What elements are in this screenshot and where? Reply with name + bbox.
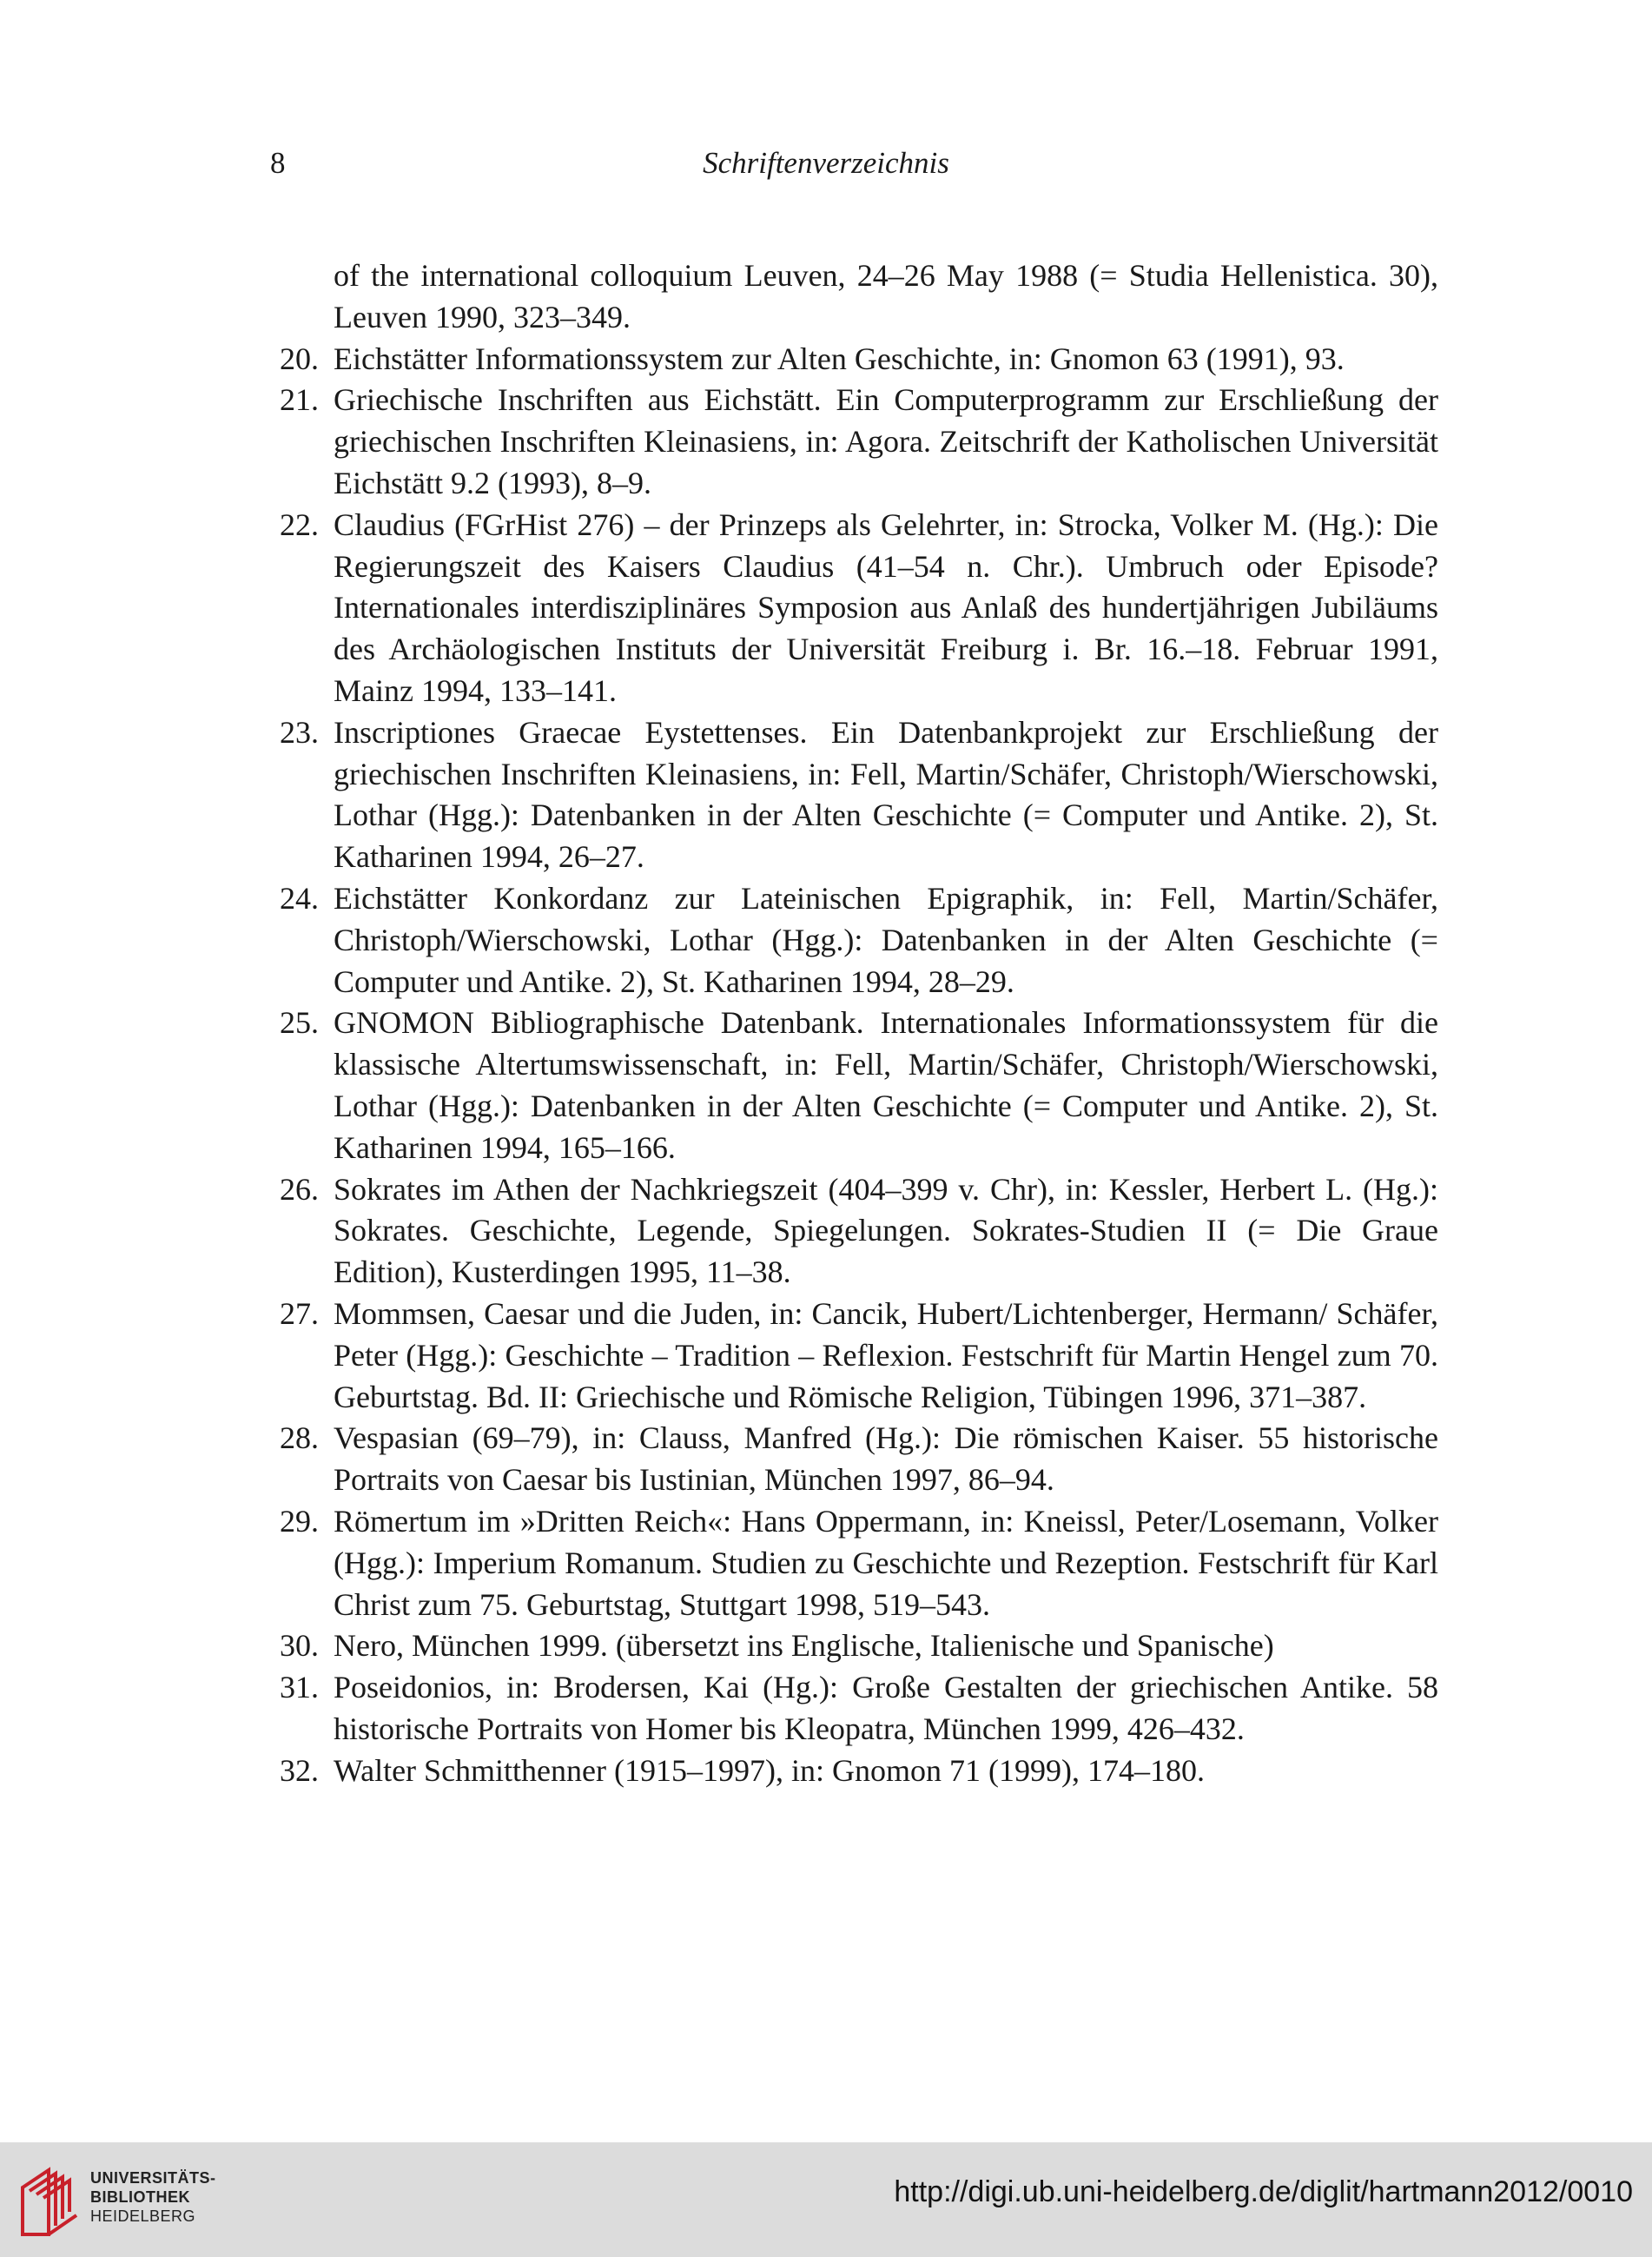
entry-number: 20. [280,341,319,376]
list-item [270,1751,1438,1792]
list-item [270,1169,1438,1294]
entry-text: GNOMON Bibliographische Datenbank. Internationales Informationssystem für die klassische Altertumswissenschaft, in: Fell, Martin/Schäfer, Christoph/Wierschowski, Lothar (Hgg.): Datenbanken in der Alten Geschichte (= Computer und Antike. 2), St. Katharinen 1994, 165–166. [334,1005,1438,1165]
entry-text: Mommsen, Caesar und die Juden, in: Cancik, Hubert/Lichtenberger, Hermann/ Schäfer, Peter (Hgg.): Geschichte – Tradition – Reflexion. Festschrift für Martin Hengel zum 70. Geburtstag. Bd. II: Griechische und Römische Religion, Tübingen 1996, 371–387. [334,1295,1438,1414]
list-item [270,878,1438,1003]
footer-band [0,2142,1652,2257]
source-url-link[interactable]: http://digi.ub.uni-heidelberg.de/diglit/hartmann2012/0010 [894,2175,1633,2208]
page-header [0,146,1652,189]
entry-number: 24. [280,880,319,916]
entry-number: 23. [280,714,319,750]
entry-number: 21. [280,382,319,418]
list-item [270,380,1438,504]
entry-text: Walter Schmitthenner (1915–1997), in: Gnomon 71 (1999), 174–180. [334,1752,1205,1788]
library-book-logo-icon[interactable] [16,2158,82,2241]
list-item [270,505,1438,712]
entry-text: Poseidonios, in: Brodersen, Kai (Hg.): Große Gestalten der griechischen Antike. 58 historische Portraits von Homer bis Kleopatra, München 1999, 426–432. [334,1670,1438,1746]
list-item [270,1667,1438,1751]
entry-number: 28. [280,1420,319,1456]
running-title: Schriftenverzeichnis [703,146,949,180]
list-item [270,339,1438,381]
library-name-line-2: BIBLIOTHEK [90,2188,190,2206]
entry-text: Römertum im »Dritten Reich«: Hans Oppermann, in: Kneissl, Peter/Losemann, Volker (Hgg.): Imperium Romanum. Studien zu Geschichte und Rezeption. Festschrift für Karl Christ zum 75. Geburtstag, Stuttgart 1998, 519–543. [334,1503,1438,1622]
entry-text: Nero, München 1999. (übersetzt ins Englische, Italienische und Spanische) [334,1628,1274,1664]
entry-text: Claudius (FGrHist 276) – der Prinzeps als Gelehrter, in: Strocka, Volker M. (Hg.): Die Regierungszeit des Kaisers Claudius (41–54 n. Chr.). Umbruch oder Episode? Internationales interdisziplinäres Symposion aus Anlaß des hundertjährigen Jubiläums des Archäologischen Instituts der Universität Freiburg i. Br. 16.–18. Februar 1991, Mainz 1994, 133–141. [334,506,1438,708]
entry-text: Inscriptiones Graecae Eystettenses. Ein Datenbankprojekt zur Erschließung der griechischen Inschriften Kleinasiens, in: Fell, Martin/Schäfer, Christoph/Wierschowski, Lothar (Hgg.): Datenbanken in der Alten Geschichte (= Computer und Antike. 2), St. Katharinen 1994, 26–27. [334,714,1438,875]
entry-number: 22. [280,506,319,542]
entry-text: Sokrates im Athen der Nachkriegszeit (404–399 v. Chr), in: Kessler, Herbert L. (Hg.): Sokrates. Geschichte, Legende, Spiegelungen. Sokrates-Studien II (= Die Graue Edition), Kusterdingen 1995, 11–38. [334,1171,1438,1290]
entry-number: 32. [280,1752,319,1788]
list-item [270,1625,1438,1667]
library-name-line-3: HEIDELBERG [90,2207,196,2225]
entry-number: 29. [280,1503,319,1539]
list-item [270,1294,1438,1418]
entry-number: 26. [280,1171,319,1207]
list-item [270,1501,1438,1625]
list-item [270,712,1438,878]
list-item [270,1003,1438,1168]
entry-text: Eichstätter Konkordanz zur Lateinischen Epigraphik, in: Fell, Martin/Schäfer, Christoph/Wierschowski, Lothar (Hgg.): Datenbanken in der Alten Geschichte (= Computer und Antike. 2), St. Katharinen 1994, 28–29. [334,880,1438,999]
entry-number: 31. [280,1670,319,1705]
entry-number: 25. [280,1005,319,1041]
library-name-line-1: UNIVERSITÄTS- [90,2169,216,2187]
entry-text: of the international colloquium Leuven, 24–26 May 1988 (= Studia Hellenistica. 30), Leuven 1990, 323–349. [334,258,1438,334]
library-name [90,2168,216,2226]
entry-text: Griechische Inschriften aus Eichstätt. Ein Computerprogramm zur Erschließung der griechischen Inschriften Kleinasiens, in: Agora. Zeitschrift der Katholischen Universität Eichstätt 9.2 (1993), 8–9. [334,382,1438,500]
entry-text: Vespasian (69–79), in: Clauss, Manfred (Hg.): Die römischen Kaiser. 55 historische Portraits von Caesar bis Iustinian, München 1997, 86–94. [334,1420,1438,1498]
page-number: 8 [270,146,286,180]
entry-number: 30. [280,1628,319,1664]
list-item-continuation [270,255,1438,339]
bibliography-list [270,255,1438,1791]
entry-text: Eichstätter Informationssystem zur Alten Geschichte, in: Gnomon 63 (1991), 93. [334,341,1345,376]
list-item [270,1418,1438,1501]
entries-container [270,339,1438,1792]
entry-number: 27. [280,1295,319,1331]
